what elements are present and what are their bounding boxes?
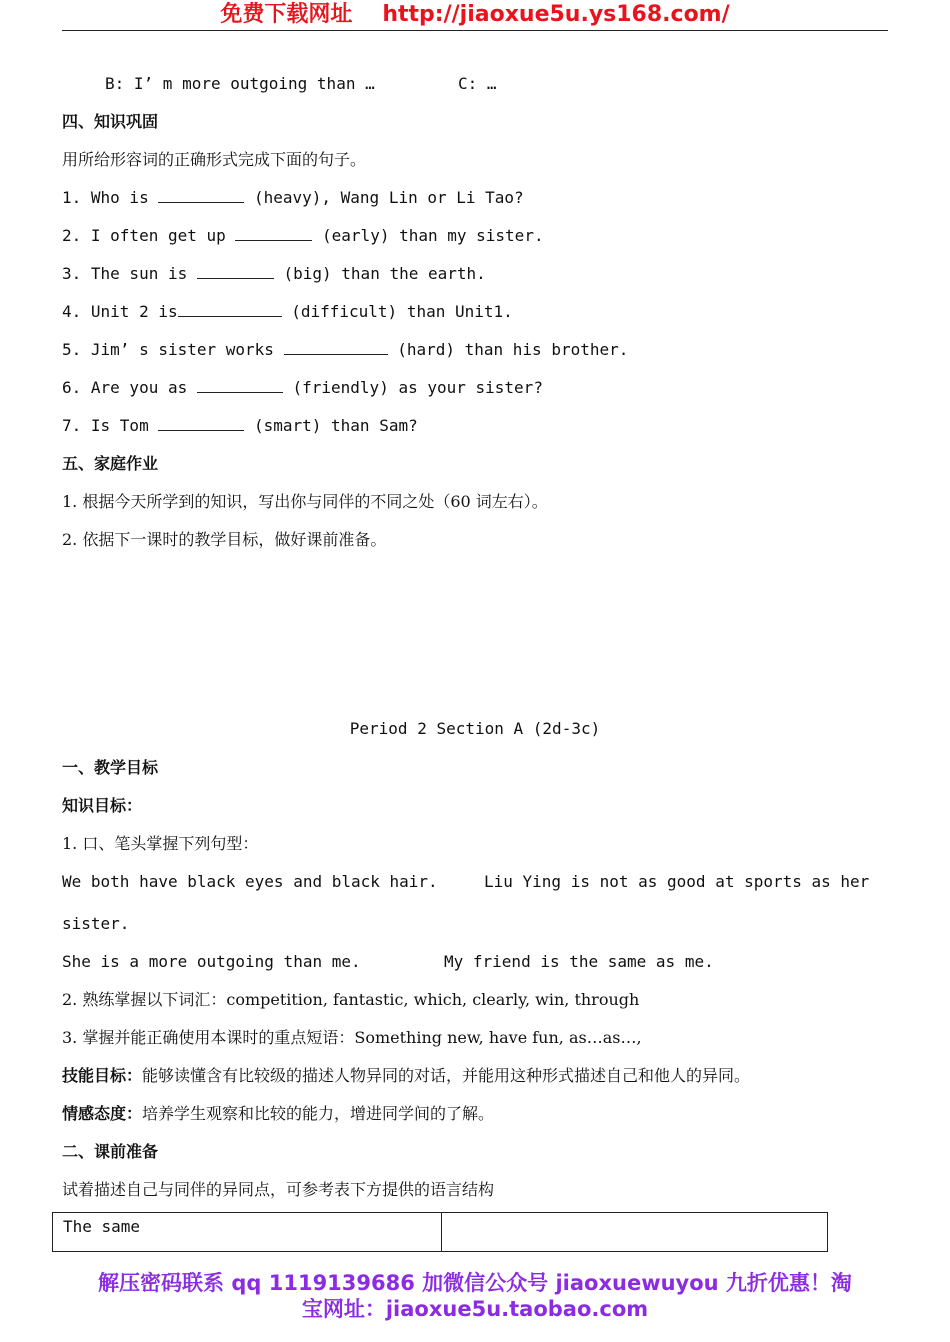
period-title: Period 2 Section A (2d-3c) bbox=[349, 719, 601, 738]
table-cell-same: The same bbox=[53, 1213, 442, 1252]
footer-line-1: 解压密码联系 qq 1119139686 加微信公众号 jiaoxuewuyou 九折优惠！淘 bbox=[98, 1271, 852, 1295]
section4-heading: 四、知识巩固 bbox=[62, 112, 159, 131]
answer-blank bbox=[197, 263, 274, 279]
exercise-item-5: 5. Jim’ s sister works (hard) than his brother. bbox=[62, 340, 629, 359]
sentence-row-2 bbox=[62, 951, 892, 973]
dialog-line bbox=[105, 73, 935, 95]
knowledge-item-1: 1. 口、笔头掌握下列句型： bbox=[62, 834, 259, 853]
knowledge-item-2: 2. 熟练掌握以下词汇：competition, fantastic, which, clearly, win, through bbox=[62, 990, 640, 1009]
sentence-2: Liu Ying is not as good at sports as her bbox=[484, 872, 870, 891]
footer-line-2: 宝网址：jiaoxue5u.taobao.com bbox=[301, 1297, 649, 1321]
skill-label: 技能目标： bbox=[62, 1066, 143, 1085]
exercise-item-4: 4. Unit 2 is (difficult) than Unit1. bbox=[62, 302, 513, 321]
sentence-2-continued: sister. bbox=[62, 914, 130, 933]
skill-text: 能够读懂含有比较级的描述人物异同的对话，并能用这种形式描述自己和他人的异同。 bbox=[142, 1066, 751, 1085]
answer-blank bbox=[235, 225, 312, 241]
header-url-link[interactable]: http://jiaoxue5u.ys168.com/ bbox=[382, 2, 730, 27]
answer-blank bbox=[284, 339, 388, 355]
dialog-c: C: … bbox=[458, 74, 497, 93]
goals-heading: 一、教学目标 bbox=[62, 758, 159, 777]
exercise-item-7: 7. Is Tom (smart) than Sam? bbox=[62, 416, 418, 435]
exercise-item-3: 3. The sun is (big) than the earth. bbox=[62, 264, 486, 283]
knowledge-label: 知识目标： bbox=[62, 796, 143, 815]
answer-blank bbox=[197, 377, 283, 393]
emotion-goal bbox=[62, 1103, 892, 1125]
sentence-3: She is a more outgoing than me. bbox=[62, 952, 361, 971]
page-header bbox=[62, 0, 888, 31]
homework-item-2: 2. 依据下一课时的教学目标，做好课前准备。 bbox=[62, 530, 387, 549]
answer-blank bbox=[158, 187, 244, 203]
knowledge-item-3: 3. 掌握并能正确使用本课时的重点短语：Something new, have fun, as…as…, bbox=[62, 1028, 642, 1047]
sentence-4: My friend is the same as me. bbox=[444, 952, 714, 971]
answer-blank bbox=[158, 415, 244, 431]
exercise-item-2: 2. I often get up (early) than my sister. bbox=[62, 226, 544, 245]
comparison-table bbox=[52, 1212, 828, 1252]
homework-item-1: 1. 根据今天所学到的知识，写出你与同伴的不同之处（60 词左右）。 bbox=[62, 492, 548, 511]
exercise-item-6: 6. Are you as (friendly) as your sister? bbox=[62, 378, 543, 397]
table-cell-empty bbox=[442, 1213, 828, 1252]
section4-instruction: 用所给形容词的正确形式完成下面的句子。 bbox=[62, 150, 367, 169]
emotion-label: 情感态度： bbox=[62, 1104, 143, 1123]
sentence-1: We both have black eyes and black hair. bbox=[62, 872, 438, 891]
sentence-row-1 bbox=[62, 871, 892, 893]
answer-blank bbox=[178, 301, 282, 317]
skill-goal bbox=[62, 1065, 892, 1087]
exercise-item-1: 1. Who is (heavy), Wang Lin or Li Tao? bbox=[62, 188, 524, 207]
prep-heading: 二、课前准备 bbox=[62, 1142, 159, 1161]
prep-text: 试着描述自己与同伴的异同点，可参考表下方提供的语言结构 bbox=[62, 1180, 495, 1199]
header-title: 免费下载网址 bbox=[220, 2, 353, 27]
section5-heading: 五、家庭作业 bbox=[62, 454, 159, 473]
dialog-b: B: I’ m more outgoing than … bbox=[105, 74, 375, 93]
emotion-text: 培养学生观察和比较的能力，增进同学间的了解。 bbox=[142, 1104, 495, 1123]
